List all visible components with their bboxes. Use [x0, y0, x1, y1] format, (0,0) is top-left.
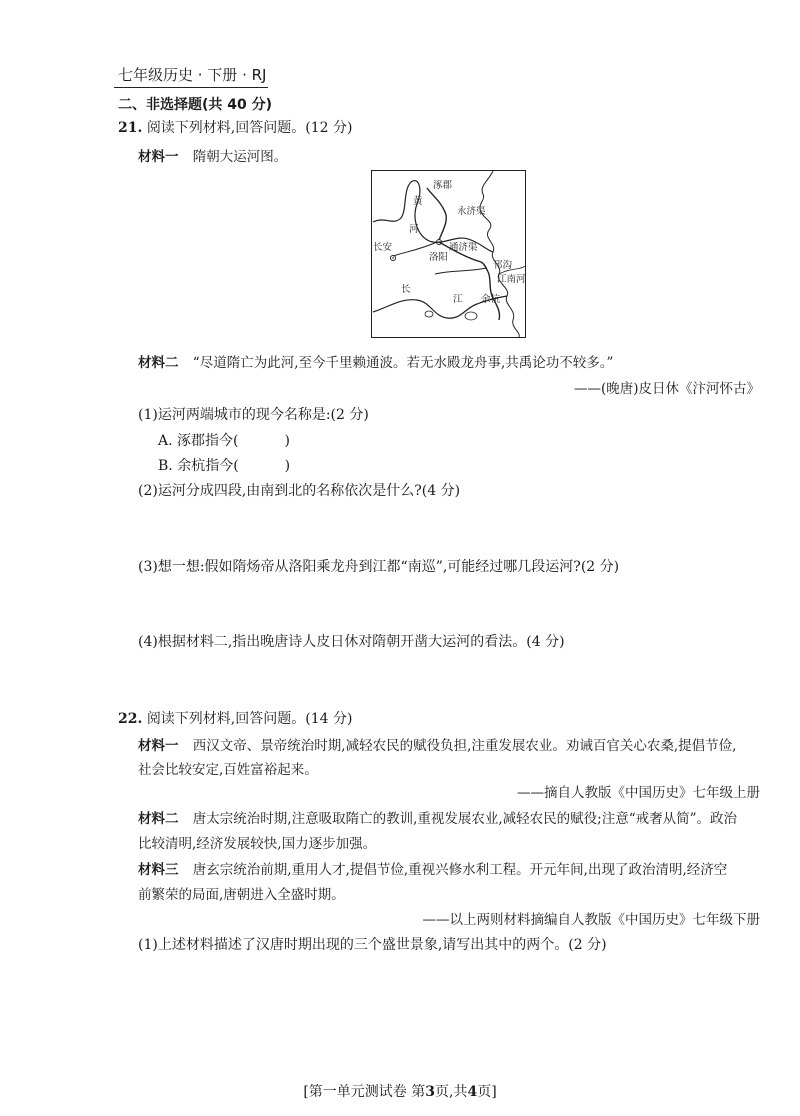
map-label-zhuojun: 涿郡 [433, 180, 453, 191]
q22-material-2-cont: 比较清明,经济发展较快,国力逐步加强。 [138, 836, 377, 852]
q22-material-3-cont: 前繁荣的局面,唐朝进入全盛时期。 [138, 887, 345, 903]
paren-close: ) [284, 458, 291, 474]
q21-sub-question-1: (1)运河两端城市的现今名称是:(2 分) [138, 407, 369, 423]
sui-grand-canal-map [371, 170, 526, 338]
q21-sub-question-4: (4)根据材料二,指出晚唐诗人皮日休对隋朝开凿大运河的看法。(4 分) [138, 634, 565, 650]
map-label-chang: 长 [401, 284, 411, 295]
material-label: 材料一 [138, 738, 179, 754]
option-text: A. 涿郡指今( [158, 433, 239, 449]
map-label-jiangnan: 江南河 [497, 274, 526, 285]
option-text: B. 余杭指今( [158, 458, 239, 474]
material-text: 唐玄宗统治前期,重用人才,提倡节俭,重视兴修水利工程。开元年间,出现了政治清明,经济空 [192, 862, 728, 878]
map-label-he: 河 [409, 224, 419, 235]
footer-text: 页,共 [435, 1084, 468, 1100]
q21-material-1 [138, 145, 287, 165]
material-label: 材料二 [138, 811, 179, 827]
q21-sub-question-3: (3)想一想:假如隋炀帝从洛阳乘龙舟到江都“南巡”,可能经过哪几段运河?(2 分) [138, 559, 620, 575]
map-label-luoyang: 洛阳 [429, 252, 449, 263]
material-text: “尽道隋亡为此河,至今千里赖通波。若无水殿龙舟事,共禹论功不较多。” [192, 355, 614, 371]
question-22-stem [118, 708, 352, 728]
q21-sub-question-2: (2)运河分成四段,由南到北的名称依次是什么?(4 分) [138, 483, 461, 499]
question-number: 22. [118, 711, 143, 727]
material-label: 材料二 [138, 355, 179, 371]
q22-material-1-source: ——摘自人教版《中国历史》七年级上册 [517, 785, 760, 801]
footer-test-title: [第一单元测试卷 [303, 1084, 407, 1100]
q21-material-2-source: ——(晚唐)皮日休《汴河怀古》 [573, 381, 760, 397]
q21-material-2 [138, 351, 613, 371]
header-underline [114, 87, 268, 88]
map-label-yuhang: 余杭 [481, 294, 501, 305]
footer-text: 第 [411, 1084, 426, 1100]
material-label: 材料一 [138, 149, 179, 165]
section-title: 二、非选择题(共 40 分) [118, 97, 273, 113]
paren-close: ) [284, 433, 290, 449]
map-label-yongji: 永济渠 [457, 206, 486, 217]
question-text: 阅读下列材料,回答问题。(12 分) [146, 120, 353, 136]
q22-material-3-source: ——以上两则材料摘编自人教版《中国历史》七年级下册 [422, 912, 760, 928]
material-text: 西汉文帝、景帝统治时期,减轻农民的赋役负担,注重发展农业。劝诫百官关心农桑,提倡节俭, [192, 738, 737, 754]
map-label-hangou: 邗沟 [493, 260, 513, 271]
page-header-title: 七年级历史 · 下册 · RJ [118, 66, 267, 84]
map-label-changan: 长安 [373, 242, 393, 253]
q22-material-2 [138, 807, 737, 827]
material-label: 材料三 [138, 862, 179, 878]
footer-text: 页] [477, 1084, 497, 1100]
material-text: 隋朝大运河图。 [192, 149, 288, 165]
question-21-stem [118, 117, 352, 137]
question-text: 阅读下列材料,回答问题。(14 分) [146, 711, 353, 727]
question-number: 21. [118, 120, 143, 136]
map-label-huang: 黄 [413, 196, 423, 207]
q22-material-1-cont: 社会比较安定,百姓富裕起来。 [138, 762, 318, 778]
q22-material-1 [138, 734, 736, 754]
q21-option-a [158, 430, 290, 450]
q22-sub-question-1: (1)上述材料描述了汉唐时期出现的三个盛世景象,请写出其中的两个。(2 分) [138, 937, 607, 953]
map-label-tongji: 通济渠 [449, 242, 478, 253]
q22-material-3 [138, 858, 727, 878]
material-text: 唐太宗统治时期,注意吸取隋亡的教训,重视发展农业,减轻农民的赋役;注意“戒奢从简”。政治 [192, 811, 738, 827]
footer-page-total: 4 [467, 1084, 478, 1100]
map-label-jiang: 江 [453, 294, 463, 305]
page-footer [0, 1081, 800, 1101]
q21-option-b [158, 455, 290, 475]
footer-page-number: 3 [425, 1084, 435, 1100]
